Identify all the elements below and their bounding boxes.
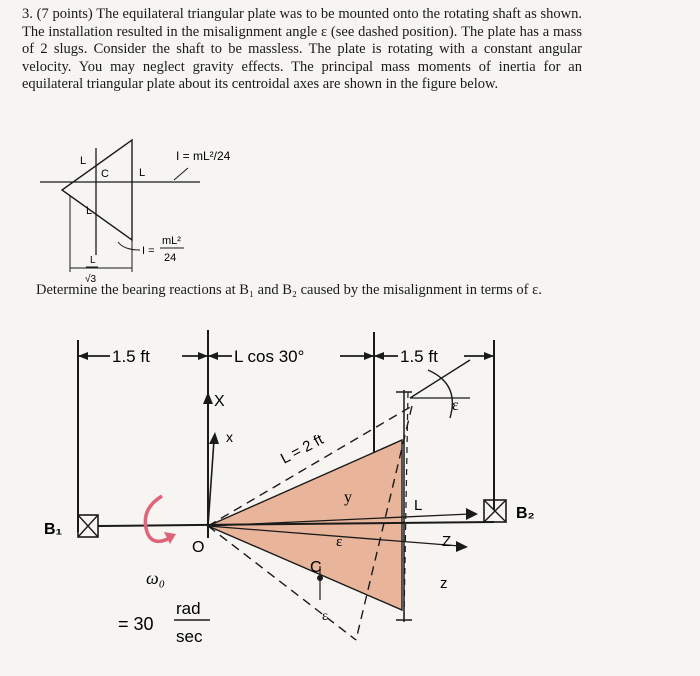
fig2-dim-mid: L cos 30° <box>234 347 305 366</box>
fig2-label-z: z <box>440 575 448 592</box>
fig2-plate-length: L = 2 ft <box>277 431 327 468</box>
fig2-dim-left: 1.5 ft <box>112 347 150 366</box>
fig2-omega-label: ω₀ <box>146 568 165 588</box>
shaft-figure <box>0 300 700 676</box>
fig2-X-arrowhead <box>203 392 213 404</box>
fig1-leader-top <box>174 168 188 180</box>
fig1-inertia-top: I = mL²/24 <box>176 149 231 163</box>
fig2-dim-right: 1.5 ft <box>400 347 438 366</box>
fig1-label-L-top: L <box>80 155 87 167</box>
fig1-inertia-bottom-den: 24 <box>164 252 177 264</box>
fig2-axis-x: x <box>226 429 233 445</box>
fig1-dim-num: L <box>90 255 96 266</box>
problem-statement: 3. (7 points) The equilateral triangular plate was to be mounted onto the rotating shaft as shown. The installation resulted in the misalignment angle ε (see dashed position). The plate has a mass of 2 slugs. Consider the shaft to be massless. The plate is rotating with a constant angular velocity. You may neglect gravity effects. The principal mass moments of inertia for an equilateral triangular plate about its centroidal axes are shown in the figure below. <box>22 6 582 92</box>
fig2-label-C: C <box>310 559 322 576</box>
fig2-epsilon-arc <box>428 370 452 418</box>
fig1-label-L-left: L <box>86 205 93 217</box>
fig2-label-epsilon-bottom: ε <box>322 609 328 624</box>
fig2-label-Z: Z <box>442 533 452 550</box>
fig2-arrow-6 <box>484 352 494 360</box>
fig2-arrow-1 <box>78 352 88 360</box>
fig2-label-O: O <box>192 539 205 556</box>
fig2-omega-prefix: = 30 <box>118 614 154 634</box>
fig2-x-arrowhead <box>209 432 219 444</box>
fig2-z-arrowhead <box>456 541 468 552</box>
fig1-label-C: C <box>101 168 109 180</box>
fig2-omega-den: sec <box>176 627 203 646</box>
fig2-label-epsilon-top: ε <box>452 397 459 414</box>
fig1-leader-bottom <box>118 242 140 250</box>
fig2-arrow-4 <box>364 352 374 360</box>
fig1-label-L-right: L <box>139 167 146 179</box>
fig1-inertia-bottom-num: mL² <box>162 235 181 247</box>
fig2-omega-num: rad <box>176 599 201 618</box>
fig2-arrow-3 <box>208 352 218 360</box>
question-text: Determine the bearing reactions at B₁ and B₂ caused by the misalignment in terms of ε. <box>36 282 542 298</box>
fig2-Z-arrowhead <box>466 508 478 520</box>
fig2-bearing-B2-label: B₂ <box>516 505 535 522</box>
fig2-axis-X: X <box>214 393 225 410</box>
fig1-inertia-bottom-prefix: I = <box>142 245 155 257</box>
fig2-label-epsilon-mid: ε <box>336 534 343 550</box>
fig1-triangle <box>62 140 132 240</box>
fig2-bearing-B1-label: B₁ <box>44 521 63 538</box>
fig1-dim-den: √3 <box>85 274 97 285</box>
fig2-arrow-2 <box>198 352 208 360</box>
fig2-label-L-dim: L <box>414 497 423 514</box>
inertia-figure <box>0 130 330 290</box>
fig2-label-y: y <box>344 489 352 506</box>
fig2-arrow-5 <box>374 352 384 360</box>
